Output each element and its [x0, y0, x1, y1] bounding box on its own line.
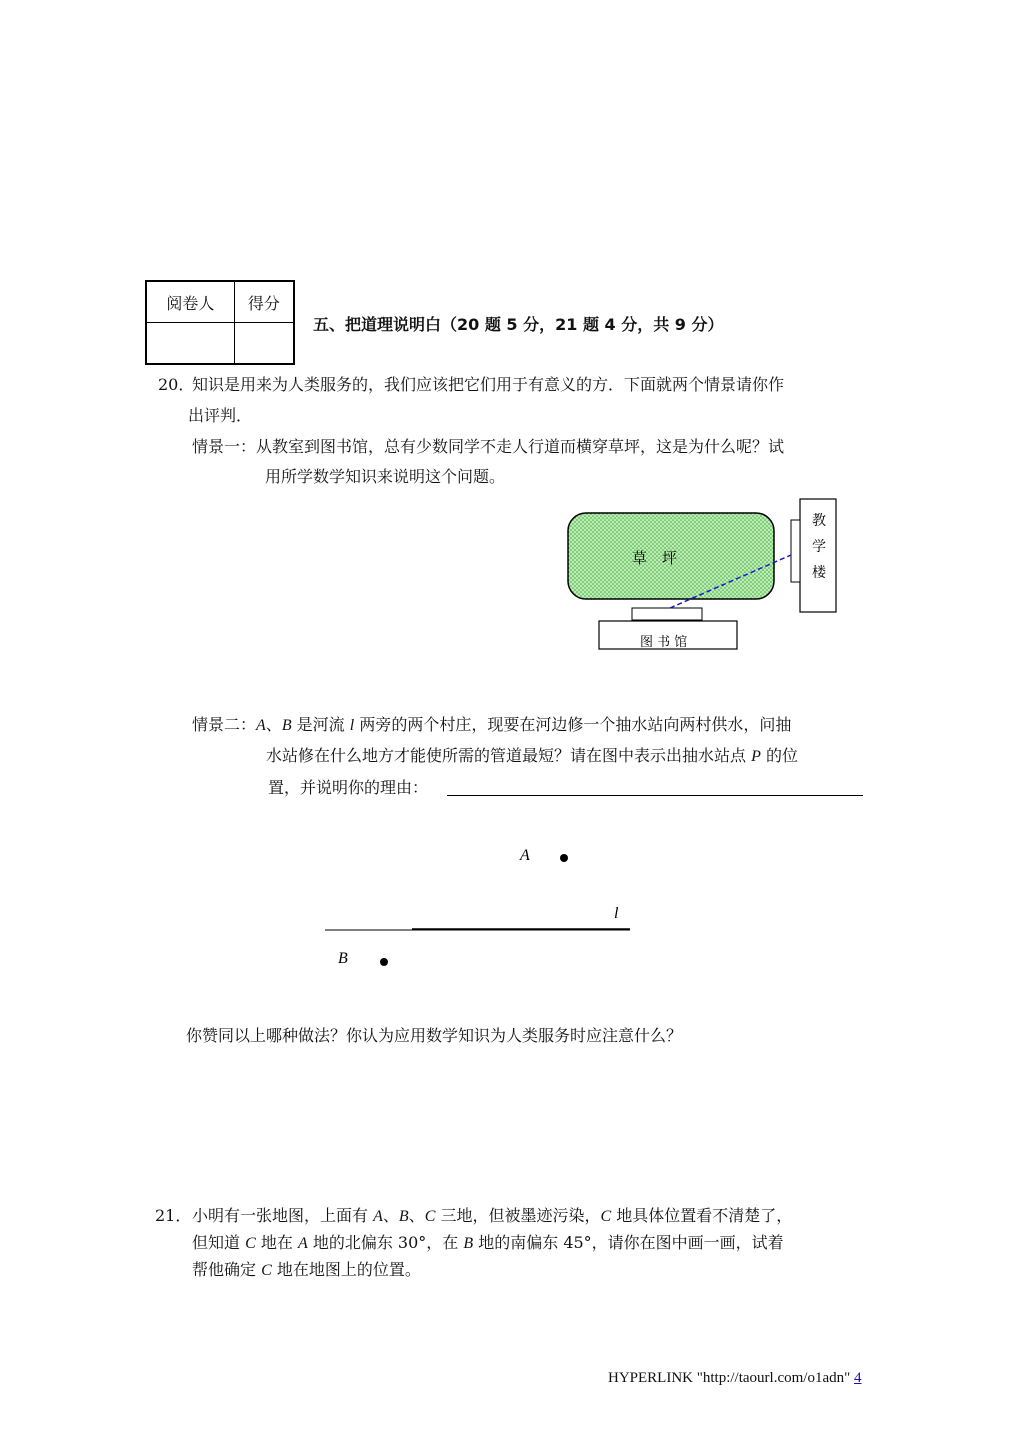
reviewer-cell	[146, 323, 234, 365]
scene2-river-l: l	[349, 717, 355, 734]
scene1-line1: 情景一：从教室到图书馆，总有少数同学不走人行道而横穿草坪，这是为什么呢？试	[192, 437, 785, 456]
scene1-line2: 用所学数学知识来说明这个问题。	[265, 467, 506, 486]
q21-point-a: A	[373, 1208, 383, 1225]
q20-line2: 出评判．	[188, 406, 253, 425]
q21-line2	[192, 1233, 784, 1254]
q21-point-c: C	[424, 1208, 436, 1225]
river-label: l	[614, 905, 619, 922]
scene2-point-b: B	[281, 717, 292, 734]
scene2-prefix: 情景二：	[192, 715, 257, 734]
building-label-2: 学	[812, 539, 826, 555]
footer-hyperlink-text: HYPERLINK "http://taourl.com/o1adn"	[608, 1370, 854, 1386]
q21-point-b2: B	[463, 1235, 474, 1252]
river-figure	[320, 840, 650, 975]
q21-point-c2: C	[600, 1208, 612, 1225]
q21-l2-d: 地的南偏东 45°，请你在图中画一画，试着	[473, 1233, 784, 1252]
q21-l1-a: 小明有一张地图，上面有	[192, 1206, 374, 1225]
scene2-point-a: A	[256, 717, 266, 734]
score-cell	[234, 323, 294, 365]
footer	[608, 1370, 861, 1387]
section-title: 五、把道理说明白（20 题 5 分，21 题 4 分，共 9 分）	[313, 315, 724, 334]
campus-figure	[560, 495, 850, 655]
point-a-dot	[560, 854, 568, 862]
q20-number: 20．	[158, 375, 195, 394]
q21-sep2: 、	[408, 1206, 425, 1225]
q21-line3	[192, 1260, 421, 1281]
q21-point-b: B	[398, 1208, 409, 1225]
q21-l1-b: 三地，但被墨迹污染，	[435, 1206, 601, 1225]
scene2-line2-text: 水站修在什么地方才能使所需的管道最短？请在图中表示出抽水站点	[266, 746, 752, 765]
q21-point-c4: C	[261, 1262, 272, 1279]
library-entrance	[632, 608, 702, 620]
building-label-3: 楼	[812, 565, 826, 581]
scene2-point-p: P	[751, 748, 761, 765]
building-label-1: 教	[812, 513, 826, 529]
point-b-dot	[380, 958, 388, 966]
q21-number: 21．	[155, 1206, 192, 1225]
scene2-line2-end: 的位	[760, 746, 798, 765]
score-header: 得分	[234, 281, 294, 323]
q21-l3-a: 帮他确定	[192, 1260, 262, 1279]
q21-l2-c: 地的北偏东 30°，在	[307, 1233, 464, 1252]
building-entrance	[791, 520, 800, 582]
scene2-line2	[266, 746, 798, 767]
q21-point-a2: A	[297, 1235, 308, 1252]
point-b-label: B	[338, 950, 348, 967]
scene2-sep: 、	[265, 715, 282, 734]
q21-l2-b: 地在	[255, 1233, 298, 1252]
q21-l2-a: 但知道	[192, 1233, 246, 1252]
scene2-line1	[192, 715, 791, 736]
library-label: 图 书 馆	[640, 635, 688, 650]
scene2-text-a: 是河流	[291, 715, 350, 734]
scene2-line3: 置，并说明你的理由：	[268, 778, 429, 797]
q21-l1-c: 地具体位置看不清楚了，	[611, 1206, 793, 1225]
score-table	[145, 280, 295, 365]
lawn-label: 草 坪	[632, 549, 678, 567]
q20-line1: 知识是用来为人类服务的，我们应该把它们用于有意义的方．下面就两个情景请你作	[192, 375, 785, 394]
page-number-link[interactable]: 4	[853, 1370, 862, 1386]
answer-blank-line	[447, 795, 863, 796]
scene2-text-b: 两旁的两个村庄，现要在河边修一个抽水站向两村供水，问抽	[354, 715, 792, 734]
q21-sep1: 、	[382, 1206, 399, 1225]
q21-line1	[192, 1206, 792, 1227]
reviewer-header: 阅卷人	[146, 281, 234, 323]
point-a-label: A	[520, 847, 530, 864]
q20-closing: 你赞同以上哪种做法？你认为应用数学知识为人类服务时应注意什么？	[186, 1026, 683, 1045]
q21-point-c3: C	[245, 1235, 256, 1252]
q21-l3-b: 地在地图上的位置。	[271, 1260, 421, 1279]
